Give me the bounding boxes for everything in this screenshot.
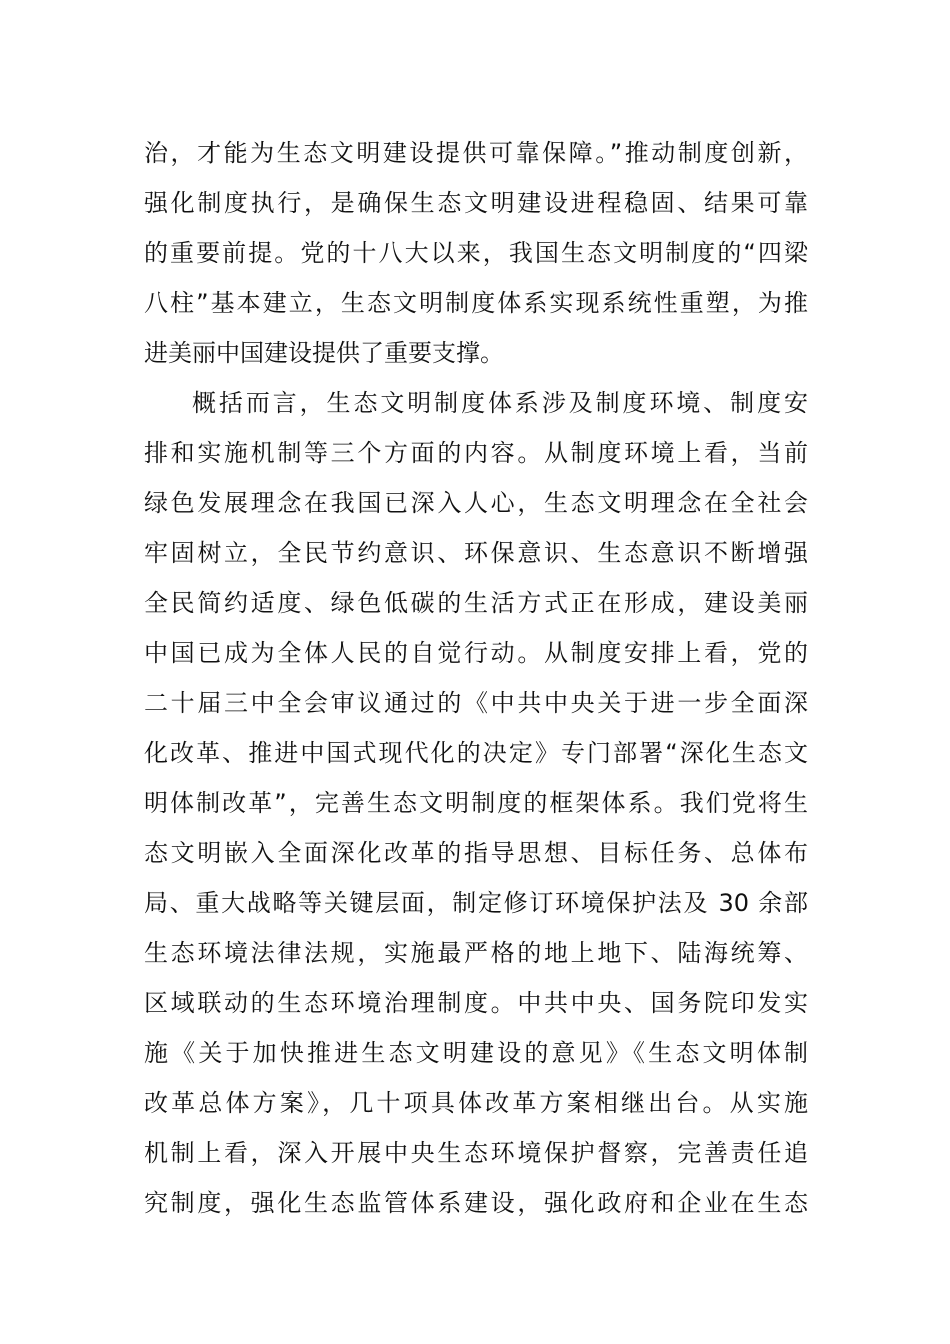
- text-line: 化改革、推进中国式现代化的决定》专门部署“深化生态文: [144, 739, 808, 767]
- text-line: 八柱”基本建立，生态文明制度体系实现系统性重塑，为推: [144, 289, 808, 317]
- text-line: 二十届三中全会审议通过的《中共中央关于进一步全面深: [144, 689, 808, 717]
- text-line: 施《关于加快推进生态文明建设的意见》《生态文明体制: [144, 1039, 808, 1067]
- text-line: 概括而言，生态文明制度体系涉及制度环境、制度安: [192, 389, 808, 417]
- text-line: 绿色发展理念在我国已深入人心，生态文明理念在全社会: [144, 489, 808, 517]
- text-line: 区域联动的生态环境治理制度。中共中央、国务院印发实: [144, 989, 808, 1017]
- text-line: 进美丽中国建设提供了重要支撑。: [144, 339, 504, 367]
- text-line: 明体制改革”，完善生态文明制度的框架体系。我们党将生: [144, 789, 808, 817]
- text-line: 机制上看，深入开展中央生态环境保护督察，完善责任追: [144, 1139, 808, 1167]
- text-line: 强化制度执行，是确保生态文明建设进程稳固、结果可靠: [144, 189, 808, 217]
- text-line: 改革总体方案》，几十项具体改革方案相继出台。从实施: [144, 1089, 808, 1117]
- document-body: [144, 128, 808, 1228]
- text-line: 生态环境法律法规，实施最严格的地上地下、陆海统筹、: [144, 939, 808, 967]
- text-line: 排和实施机制等三个方面的内容。从制度环境上看，当前: [144, 439, 808, 467]
- text-line: 的重要前提。党的十八大以来，我国生态文明制度的“四梁: [144, 239, 808, 267]
- text-line: 牢固树立，全民节约意识、环保意识、生态意识不断增强: [144, 539, 808, 567]
- text-line: 态文明嵌入全面深化改革的指导思想、目标任务、总体布: [144, 839, 808, 867]
- text-line: 中国已成为全体人民的自觉行动。从制度安排上看，党的: [144, 639, 808, 667]
- text-line: 治，才能为生态文明建设提供可靠保障。”推动制度创新，: [144, 139, 808, 167]
- text-line: 全民简约适度、绿色低碳的生活方式正在形成，建设美丽: [144, 589, 808, 617]
- text-line: 究制度，强化生态监管体系建设，强化政府和企业在生态: [144, 1189, 808, 1217]
- text-line: 局、重大战略等关键层面，制定修订环境保护法及 30 余部: [144, 889, 808, 917]
